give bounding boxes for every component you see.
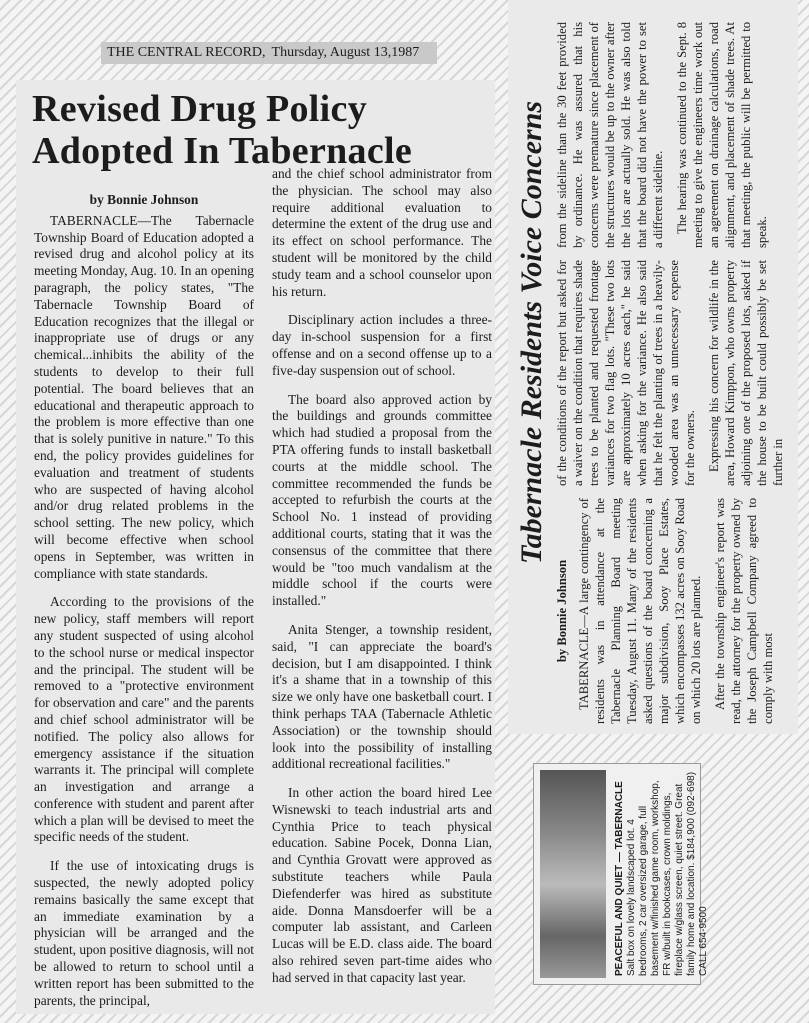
article-column-left: [34, 180, 254, 1021]
paragraph: After the township engineer's report was read, the attorney for the property owned by the Joseph Campbell Company agreed to comply with most: [713, 498, 775, 724]
paragraph: In other action the board hired Lee Wisnewski to teach industrial arts and Cynthia Price to teach physical education. Sabine Pocek, Donna Lian, and Cynthia Grovatt were approved as substitute teachers while Paula Diefenderfer was hired as substitute aide. Donna Mansdoerfer will be a computer lab assistant, and Carleen Lucas will be E.D. class aide. The board also rehired seven part-time aides who had served in that capacity last year.: [272, 785, 492, 985]
paragraph: Expressing his concern for wildlife in the area, Howard Kimppon, who owns property adjoining one of the proposed lots, asked if the house to be built could possibly be set further in: [707, 260, 785, 486]
issue-date: Thursday, August 13,1987: [271, 45, 420, 60]
paragraph: TABERNACLE—The Tabernacle Township Board of Education adopted a revised drug and alcohol policy at its meeting Monday, Aug. 10. In an opening paragraph, the policy states, "The Tabernacle Township Board of Education recognizes that the illegal or inappropriate use of drugs or any chemical...inhibits the ability of the students to develop to their full potential. The board believes that an educational and therapeutic approach to the problem is more effective than one that is solely punitive in nature." To this end, the policy provides guidelines for evaluation and treatment of students who are suspected of having alcohol and/or drug related problems in the school setting. The new policy, which will become effective when school opens in September, was written in compliance with state standards.: [34, 212, 254, 581]
article-column-3: [554, 22, 794, 248]
article-residents-concerns: [508, 0, 798, 734]
ad-body: Salt box on lovely landscaped lot. 4 bedrooms, 2 car oversized garage, full basement w/finished game room, workshop, FR w/built in bookcases, crown moldings, fireplace w/glass screen, quiet street. Great family home and location. $184,900 (092-698) CALL 654-9500: [626, 771, 709, 976]
paragraph: Anita Stenger, a township resident, said, "I can appreciate the board's decision, but I am disappointed. I think it's a shame that in a township of this size we only have one basketball court. I think perhaps TAA (Tabernacle Athletic Association) or the township should look into the possibility of installing additional recreational facilities.": [272, 621, 492, 772]
article-byline: by Bonnie Johnson: [89, 192, 199, 207]
article-column-1: [554, 498, 794, 724]
ad-text: [612, 768, 709, 978]
paragraph: TABERNACLE—A large contingency of residents was in attendance at the Tabernacle Planning Board meeting Tuesday, August 11. Many of the residents asked questions of the board concerning a major subdivision, Sooy Place Estates, which encompasses 132 acres on Sooy Road on which 20 lots are planned.: [577, 498, 703, 724]
rotated-article-content: [508, 0, 798, 734]
paragraph: The board also approved action by the buildings and grounds committee which had studied a proposal from the PTA offering funds to install basketball courts at the middle school. The committee recommended the funds be accepted to refurbish the courts at the School No. 1 instead of providing additional courts, stating that it was the consensus of the committee that there would be "too much vandalism at the middle school if the courts were installed.": [272, 391, 492, 609]
masthead: [101, 42, 437, 64]
article-column-2: [554, 260, 794, 486]
ad-title: PEACEFUL AND QUIET — TABERNACLE: [614, 781, 625, 976]
paragraph: from the sideline than the 30 feet provided by ordinance. He was assured that his concerns were premature since placement of the structures would be up to the owner after the lots are actually sold. He was also told that the board did not have the power to set a different sideline.: [555, 22, 665, 248]
paragraph: of the conditions of the report but asked for a waiver on the condition that requires shade trees to be planted and requested frontage variances for two flag lots. "These two lots are approximately 10 acres each," he said when asking for the variance. He also said that he felt the planting of trees in a heavily-wooded area was an unnecessary expense for the owners.: [555, 260, 697, 486]
paragraph: If the use of intoxicating drugs is suspected, the newly adopted policy remains basically the same except that an immediate examination by a physician will be arranged and the student, upon positive diagnosis, will not be allowed to return to school until a written report has been submitted to the parents, the principal,: [34, 858, 254, 1008]
paper-name: THE CENTRAL RECORD,: [107, 45, 266, 60]
paragraph: According to the provisions of the new policy, staff members will report any student suspected of using alcohol to the school nurse or medical inspector and the principal. The student will be removed to a "protective environment for observation and care" and the parents and chief school administrator will be notified. The policy also allows for emergency assistance if the situation warrants it. The principal will complete an investigation and arrange a conference with student and parent after which a plan will be devised to meet the specific needs of the student.: [34, 594, 254, 845]
article-drug-policy: [16, 80, 495, 1014]
paragraph: Disciplinary action includes a three-day in-school suspension for a first offense and on a second offense up to a five-day suspension out of school.: [272, 312, 492, 378]
article-headline: Tabernacle Residents Voice Concerns: [515, 100, 548, 564]
paragraph: and the chief school administrator from the physician. The school may also require additional evaluation to determine the extent of the drug use and its effect on school performance. The student will be monitored by the child study team and a school counselor upon his return.: [272, 166, 492, 299]
article-column-right: [272, 166, 492, 999]
paragraph: The hearing was continued to the Sept. 8 meeting to give the engineers time work out an agreement on drainage calculations, road alignment, and placement of shade trees. At that meeting, the public will be permitted to speak.: [675, 22, 769, 248]
real-estate-ad: [533, 763, 709, 985]
article-byline: by Bonnie Johnson: [555, 559, 569, 663]
house-photo: [540, 770, 606, 978]
article-headline: Revised Drug Policy Adopted In Tabernacle: [32, 88, 413, 172]
